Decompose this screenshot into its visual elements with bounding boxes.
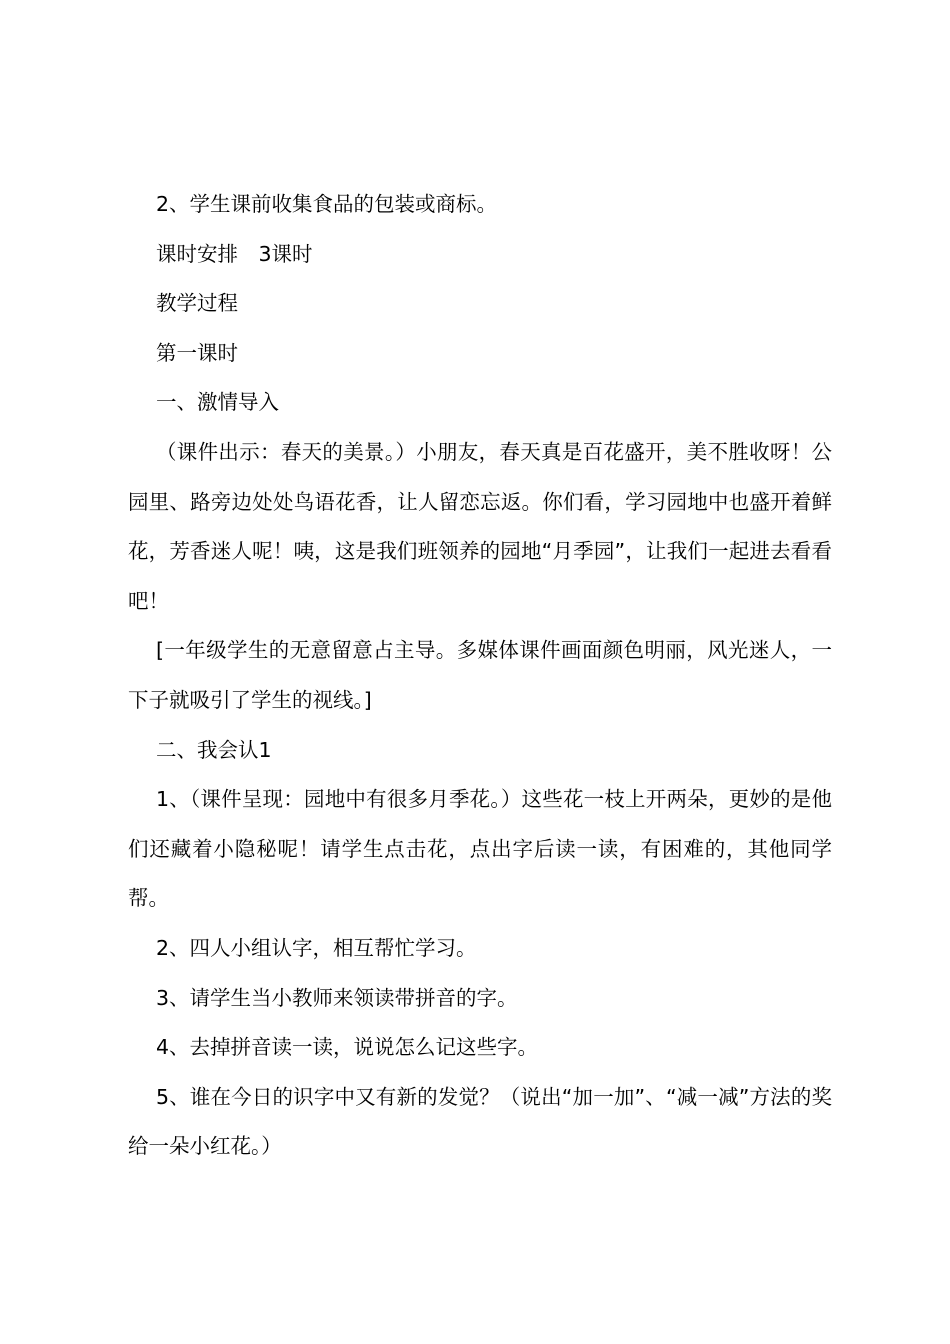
paragraph-intro-text: （课件出示：春天的美景。）小朋友，春天真是百花盛开，美不胜收呀！公园里、路旁边处处鸟语花香，让人留恋忘返。你们看，学习园地中也盛开着鲜花，芳香迷人呢！咦，这是我们班领养的园地“月季园”，让我们一起进去看看吧！	[128, 439, 832, 613]
paragraph-process-heading: 教学过程	[156, 291, 238, 316]
paragraph-lesson-one-heading: 第一课时	[156, 340, 238, 365]
paragraph-schedule: 课时安排 3课时	[156, 241, 313, 266]
paragraph-materials: 2、学生课前收集食品的包装或商标。	[156, 192, 498, 216]
paragraph-section-two-heading: 二、我会认1	[156, 737, 272, 762]
paragraph-step-2: 2、四人小组认字，相互帮忙学习。	[156, 935, 477, 960]
paragraph-step-5: 5、谁在今日的识字中又有新的发觉？（说出“加一加”、“减一减”方法的奖给一朵小红花。）	[128, 1084, 832, 1159]
paragraph-step-4: 4、去掉拼音读一读，说说怎么记这些字。	[156, 1035, 539, 1060]
document-page	[128, 180, 832, 1172]
paragraph-intro-note: [一年级学生的无意留意占主导。多媒体课件画面颜色明丽，风光迷人，一下子就吸引了学生的视线。]	[128, 638, 832, 712]
paragraph-section-one-heading: 一、激情导入	[156, 390, 279, 415]
paragraph-step-3: 3、请学生当小教师来领读带拼音的字。	[156, 985, 518, 1010]
paragraph-step-1: 1、（课件呈现：园地中有很多月季花。）这些花一枝上开两朵，更妙的是他们还藏着小隐秘呢！请学生点击花，点出字后读一读，有困难的，其他同学帮。	[128, 787, 832, 911]
